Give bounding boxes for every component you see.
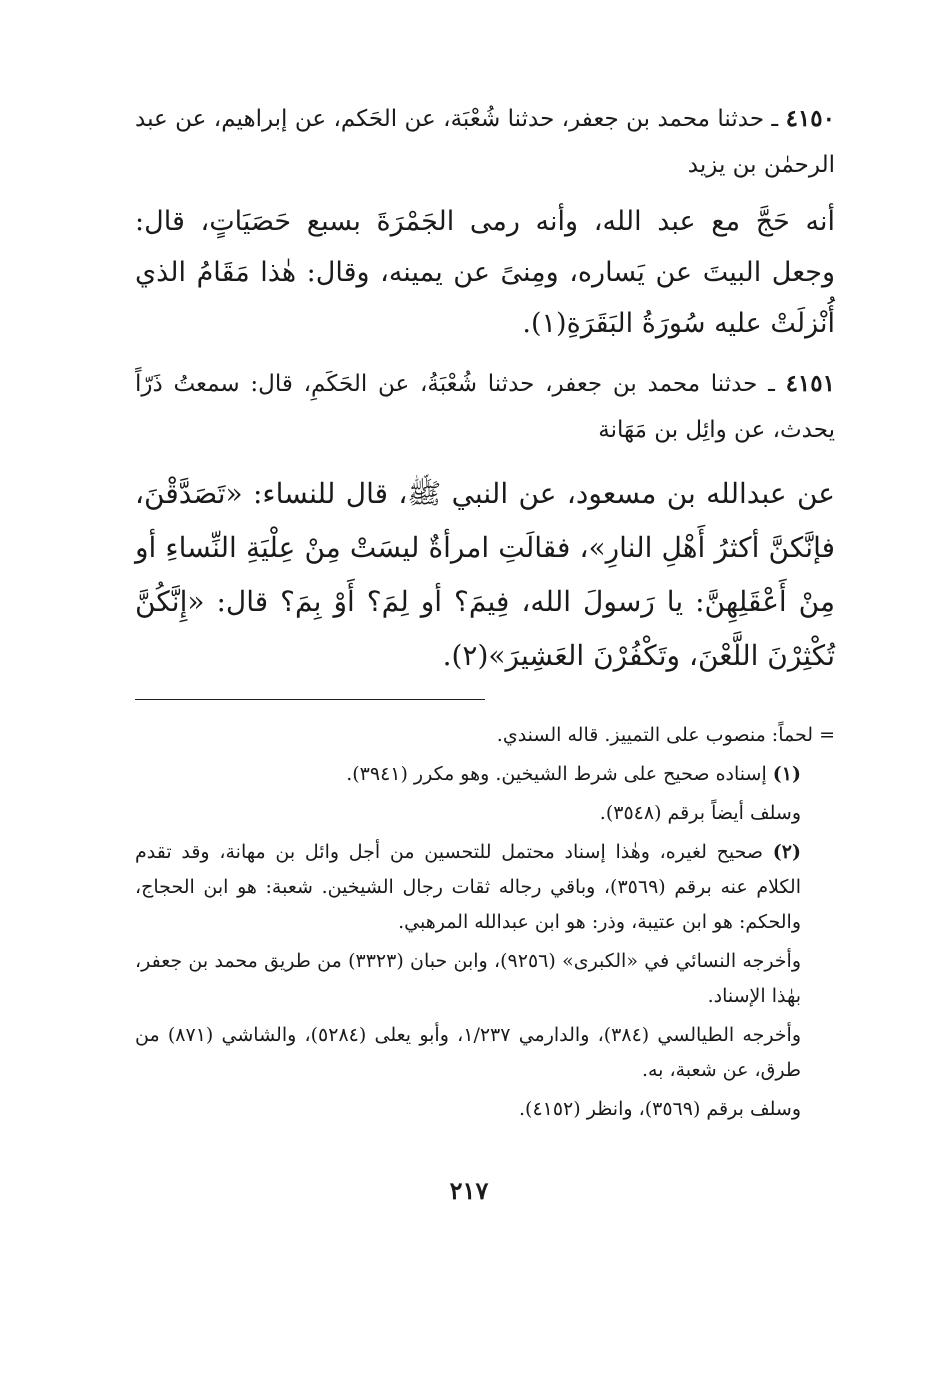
- footnote-carryover: = لحماً: منصوب على التمييز. قاله السندي.: [496, 724, 835, 746]
- hadith-4150-isnad: [135, 96, 835, 188]
- page-body: [135, 96, 835, 1131]
- hadith-4151-matn: عن عبدالله بن مسعود، عن النبي ﷺ، قال للنساء: «تَصَدَّقْنَ، فإنَّكنَّ أكثرُ أَهْلِ النارِ»، فقالَتِ امرأةٌ ليسَتْ مِنْ عِلْيَةِ النِّساءِ أو مِنْ أَعْقَلِهِنَّ: يا رَسولَ الله، فِيمَ؟ أو لِمَ؟ أَوْ بِمَ؟ قال: «إِنَّكُنَّ تُكْثِرْنَ اللَّعْنَ، وتَكْفُرْنَ العَشِيرَ»(٢).: [135, 477, 835, 672]
- footnote-2-paragraph-4: وسلف برقم (٣٥٦٩)، وانظر (٤١٥٢).: [518, 1098, 801, 1120]
- hadith-4151-number: ٤١٥١: [785, 370, 835, 397]
- footnote-2-marker: (٢): [772, 841, 801, 863]
- hadith-4150-number: ٤١٥٠: [785, 105, 835, 132]
- footnote-1-text: إسناده صحيح على شرط الشيخين. وهو مكرر (٣٩٤١).: [346, 763, 773, 785]
- footnote-1: [135, 757, 835, 792]
- hadith-4151-isnad-text: ـ حدثنا محمد بن جعفر، حدثنا شُعْبَةُ، عن الحَكَمِ، قال: سمعتُ ذَرّاً يحدث، عن وائِل بن مَهَانة: [135, 371, 835, 443]
- footnote-2-paragraph-2: وأخرجه النسائي في «الكبرى» (٩٢٥٦)، وابن حبان (٣٣٢٣) من طريق محمد بن جعفر، بهٰذا الإسناد.: [135, 950, 801, 1007]
- page-number: ٢١٧: [449, 1176, 489, 1205]
- footnote-1-marker: (١): [772, 763, 801, 785]
- footnote-1-continuation: وسلف أيضاً برقم (٣٥٤٨).: [599, 802, 801, 824]
- footnote-divider: [135, 699, 485, 700]
- hadith-4150-matn: أنه حَجَّ مع عبد الله، وأنه رمى الجَمْرَةَ بسبع حَصَيَاتٍ، قال: وجعل البيتَ عن يَساره، ومِنىً عن يمينه، وقال: هٰذا مَقَامُ الذي أُنْزلَتْ عليه سُورَةُ البَقَرَةِ(١).: [135, 206, 835, 339]
- footnote-2: [135, 835, 835, 940]
- footnote-2-text: صحيح لغيره، وهٰذا إسناد محتمل للتحسين من أجل وائل بن مهانة، وقد تقدم الكلام عنه برقم (٣٥٦٩)، وباقي رجاله ثقات رجال الشيخين. شعبة: هو ابن الحجاج، والحكم: هو ابن عتيبة، وذر: هو ابن عبدالله المرهبي.: [135, 841, 801, 933]
- footnote-2-paragraph-3: وأخرجه الطيالسي (٣٨٤)، والدارمي ١/٢٣٧، وأبو يعلى (٥٢٨٤)، والشاشي (٨٧١) من طرق، عن شعبة، به.: [135, 1024, 802, 1081]
- hadith-4151-isnad: [135, 361, 835, 453]
- hadith-4150-isnad-text: ـ حدثنا محمد بن جعفر، حدثنا شُعْبَة، عن الحَكم، عن إبراهيم، عن عبد الرحمٰن بن يزيد: [135, 106, 835, 178]
